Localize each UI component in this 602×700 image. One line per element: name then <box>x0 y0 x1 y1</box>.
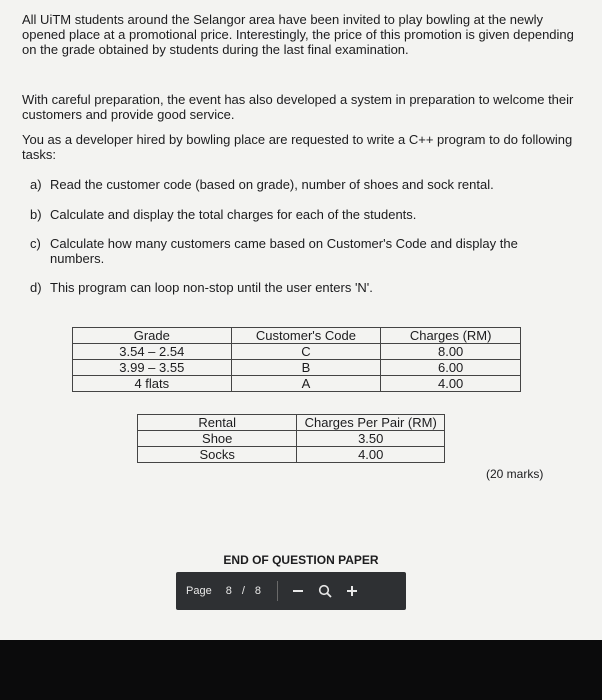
intro-paragraph-2: With careful preparation, the event has also developed a system in preparation to welcome their customers and provide good service. <box>22 92 574 122</box>
table-cell: 6.00 <box>381 360 521 376</box>
table-header-cell: Grade <box>73 328 232 344</box>
task-text: Calculate how many customers came based on Customer's Code and display the numbers. <box>50 236 518 266</box>
task-letter: c) <box>30 236 41 251</box>
zoom-in-button[interactable] <box>346 585 358 597</box>
table-row <box>138 431 445 447</box>
table-cell: 3.54 – 2.54 <box>73 344 232 360</box>
page-separator: / <box>241 585 245 597</box>
dark-background-area <box>0 640 602 700</box>
table-header-cell: Rental <box>138 415 297 431</box>
task-text: Read the customer code (based on grade), number of shoes and sock rental. <box>50 177 494 192</box>
table-cell: 8.00 <box>381 344 521 360</box>
plus-icon <box>346 585 358 597</box>
task-text: This program can loop non-stop until the user enters 'N'. <box>50 280 373 295</box>
total-pages: 8 <box>254 585 262 597</box>
table-header-cell: Charges Per Pair (RM) <box>297 415 445 431</box>
task-letter: a) <box>30 177 42 192</box>
table-header-cell: Charges (RM) <box>381 328 521 344</box>
task-item-b <box>30 207 560 222</box>
zoom-out-button[interactable] <box>292 585 304 597</box>
task-item-c <box>30 236 560 266</box>
marks-label: (20 marks) <box>486 467 544 481</box>
table-cell: Shoe <box>138 431 297 447</box>
task-text: Calculate and display the total charges for each of the students. <box>50 207 417 222</box>
table-cell: 3.50 <box>297 431 445 447</box>
task-item-d <box>30 280 560 295</box>
minus-icon <box>292 585 304 597</box>
table-cell: Socks <box>138 447 297 463</box>
magnifier-icon <box>318 584 332 598</box>
task-letter: b) <box>30 207 42 222</box>
toolbar-divider <box>277 581 278 601</box>
table-header-row <box>138 415 445 431</box>
table-cell: A <box>231 376 381 392</box>
zoom-button[interactable] <box>318 584 332 598</box>
rental-charges-table <box>137 414 445 463</box>
task-letter: d) <box>30 280 42 295</box>
table-row <box>73 344 521 360</box>
table-cell: C <box>231 344 381 360</box>
table-row <box>73 376 521 392</box>
table-header-row <box>73 328 521 344</box>
table-row <box>138 447 445 463</box>
page-label: Page <box>186 585 212 597</box>
table-cell: 3.99 – 3.55 <box>73 360 232 376</box>
table-header-cell: Customer's Code <box>231 328 381 344</box>
task-item-a <box>30 177 560 192</box>
end-of-paper-text: END OF QUESTION PAPER <box>223 553 379 567</box>
page-navigation-toolbar <box>176 572 406 610</box>
current-page-number[interactable]: 8 <box>225 585 232 597</box>
table-row <box>73 360 521 376</box>
intro-paragraph-1: All UiTM students around the Selangor area have been invited to play bowling at the newly opened place at a promotional price. Interestingly, the price of this promotion is given depending on the grade obtained by students during the last final examination. <box>22 12 574 57</box>
table-cell: 4.00 <box>297 447 445 463</box>
table-cell: B <box>231 360 381 376</box>
table-cell: 4 flats <box>73 376 232 392</box>
grade-charges-table <box>72 327 521 392</box>
table-cell: 4.00 <box>381 376 521 392</box>
intro-paragraph-3: You as a developer hired by bowling place are requested to write a C++ program to do following tasks: <box>22 132 573 162</box>
